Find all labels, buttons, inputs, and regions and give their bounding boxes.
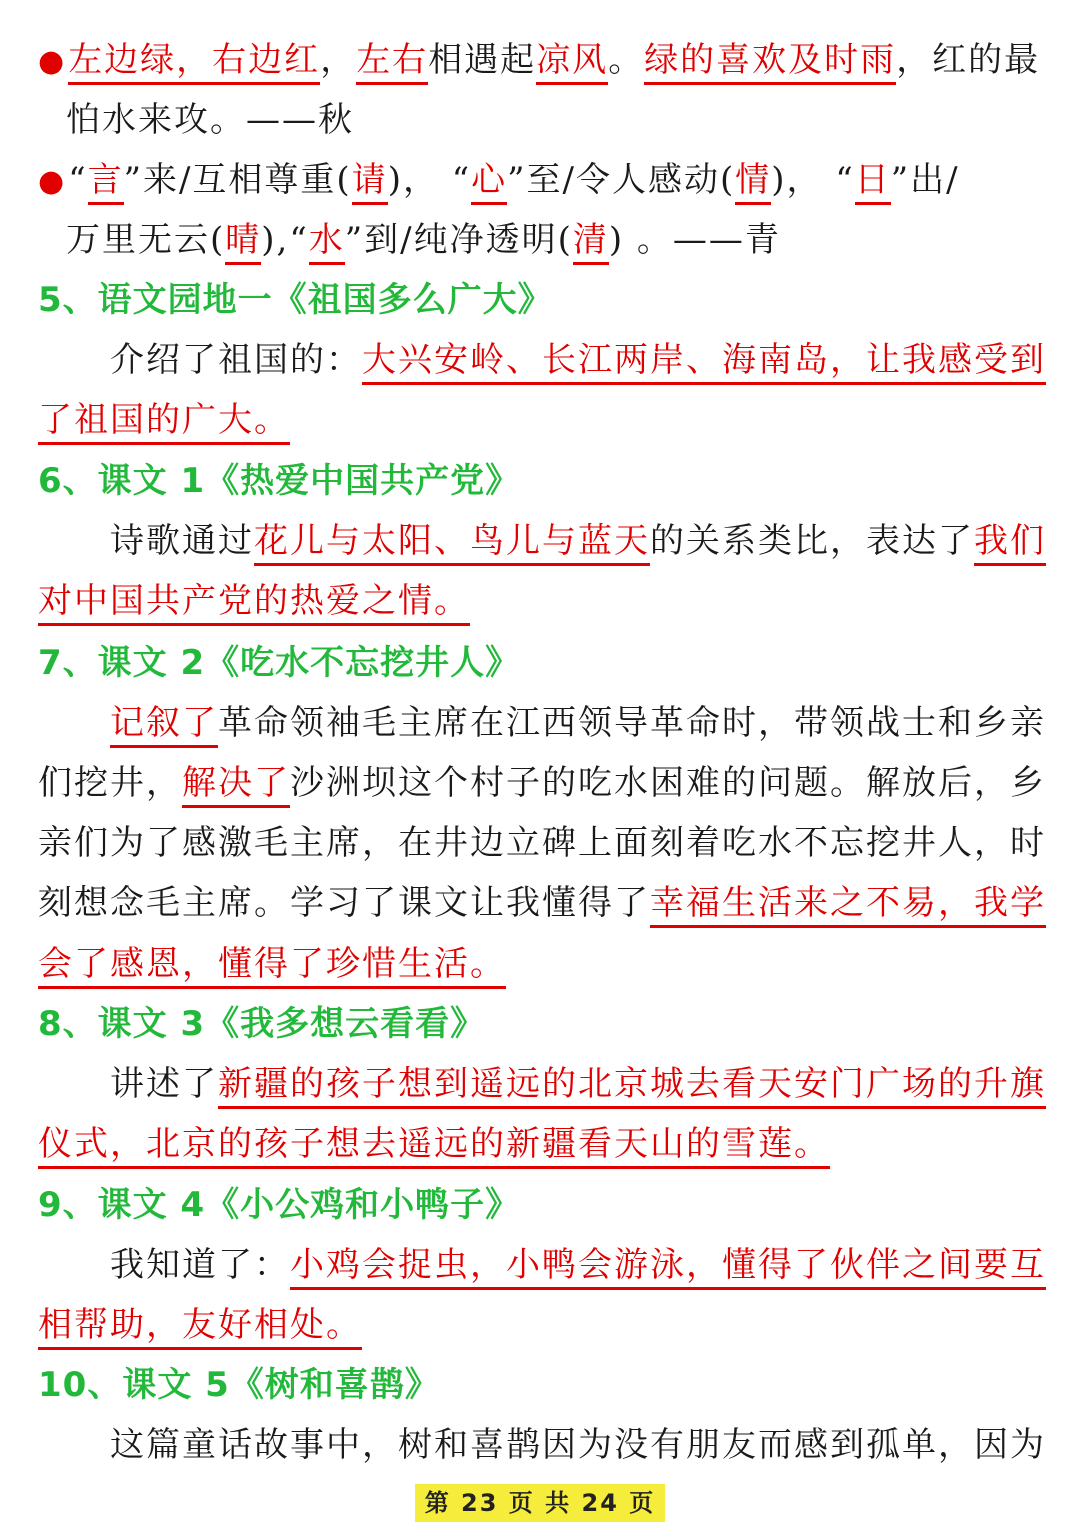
answer-underlined: 水 [309,220,345,265]
answer-underlined: 请 [352,160,388,205]
text-run: 刻想念毛主席。学习了课文让我懂得了 [38,883,650,923]
text-run: 们挖井， [38,763,182,803]
answer-underlined: 晴 [225,220,261,265]
heading-text: 7、课文 2《吃水不忘挖井人》 [38,643,521,683]
text-run: 讲述了 [110,1064,218,1104]
text-run: ，红的最 [896,40,1041,80]
text-run: 万里无云( [66,220,226,260]
page-footer [0,1484,1080,1522]
text-run: 诗歌通过 [110,521,254,561]
text-run: 亲们为了感激毛主席，在井边立碑上面刻着吃水不忘挖井人，时 [38,823,1046,863]
answer-underlined: 解决了 [182,763,290,808]
text-run: ) 。——青 [608,220,781,260]
text-line [38,511,1048,571]
text-line [38,210,1048,270]
text-run: ),“ [261,220,309,260]
text-run: 怕水来攻。——秋 [66,100,354,140]
answer-underlined: 言 [88,160,124,205]
text-line [38,390,1048,450]
answer-underlined: 左边绿，右边红 [68,40,320,85]
section-heading [38,451,1048,511]
heading-text: 5、语文园地一《祖国多么广大》 [38,280,553,320]
answer-underlined: 左右 [356,40,428,85]
answer-underlined: 凉风 [536,40,608,85]
text-line [38,1295,1048,1355]
text-line [38,693,1048,753]
answer-underlined: 对中国共产党的热爱之情。 [38,581,470,626]
bullet-dot: ● [38,164,67,199]
answer-underlined: 幸福生活来之不易，我学 [650,883,1046,928]
text-run: “ [68,160,88,200]
text-run: )， “ [387,160,472,200]
text-line [38,1114,1048,1174]
text-run: 。 [608,40,645,80]
answer-underlined: 心 [471,160,507,205]
section-heading [38,994,1048,1054]
heading-text: 9、课文 4《小公鸡和小鸭子》 [38,1185,521,1225]
answer-underlined: 记叙了 [110,703,218,748]
answer-underlined: 情 [735,160,771,205]
text-line [38,873,1048,933]
heading-text: 8、课文 3《我多想云看看》 [38,1004,486,1044]
section-heading [38,270,1048,330]
text-line [38,150,1048,210]
bullet-dot: ● [38,44,67,79]
text-line [38,1054,1048,1114]
text-run: ”到/纯净透明( [344,220,573,260]
text-run: ”出/ [890,160,960,200]
text-run: 革命领袖毛主席在江西领导革命时，带领战士和乡亲 [218,703,1046,743]
text-line [38,571,1048,631]
text-run: )， “ [771,160,855,200]
text-run: ”至/令人感动( [507,160,736,200]
section-heading [38,1175,1048,1235]
answer-underlined: 相帮助，友好相处。 [38,1305,362,1350]
text-run: 沙洲坝这个村子的吃水困难的问题。解放后，乡 [290,763,1046,803]
section-heading [38,633,1048,693]
text-line [38,90,1048,150]
answer-underlined: 仪式，北京的孩子想去遥远的新疆看天山的雪莲。 [38,1124,830,1169]
text-line [38,330,1048,390]
answer-underlined: 清 [573,220,609,265]
heading-text: 6、课文 1《热爱中国共产党》 [38,461,521,501]
text-line [38,1415,1048,1475]
answer-underlined: 会了感恩，懂得了珍惜生活。 [38,944,506,989]
text-run: 相遇起 [428,40,537,80]
answer-underlined: 花儿与太阳、鸟儿与蓝天 [254,521,650,566]
answer-underlined: 大兴安岭、长江两岸、海南岛，让我感受到 [362,340,1046,385]
text-run: 这篇童话故事中，树和喜鹊因为没有朋友而感到孤单，因为 [110,1425,1046,1465]
text-line [38,753,1048,813]
text-line [38,1235,1048,1295]
text-run: 我知道了： [110,1245,290,1285]
answer-underlined: 日 [855,160,891,205]
text-line [38,813,1048,873]
answer-underlined: 了祖国的广大。 [38,400,290,445]
section-heading [38,1355,1048,1415]
text-run: 介绍了祖国的： [110,340,362,380]
text-line [38,30,1048,90]
text-line [38,934,1048,994]
heading-text: 10、课文 5《树和喜鹊》 [38,1365,440,1405]
text-run: ， [320,40,357,80]
answer-underlined: 我们 [974,521,1046,566]
answer-underlined: 新疆的孩子想到遥远的北京城去看天安门广场的升旗 [218,1064,1046,1109]
answer-underlined: 绿的喜欢及时雨 [644,40,896,85]
answer-underlined: 小鸡会捉虫，小鸭会游泳，懂得了伙伴之间要互 [290,1245,1046,1290]
page-number: 第 23 页 共 24 页 [415,1484,666,1522]
text-run: 的关系类比，表达了 [650,521,974,561]
text-run: ”来/互相尊重( [123,160,352,200]
